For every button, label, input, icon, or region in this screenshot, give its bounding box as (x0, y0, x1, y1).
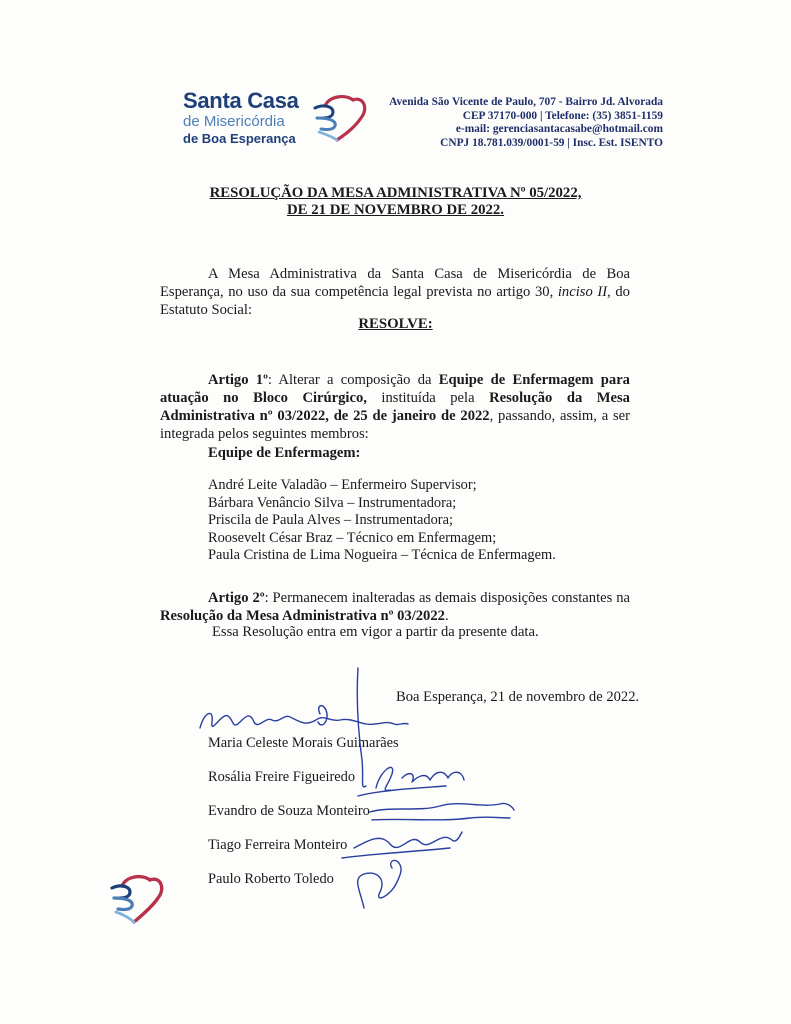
signatory-name: Tiago Ferreira Monteiro (208, 837, 348, 853)
signatories-list (208, 734, 399, 904)
article-2 (160, 589, 630, 625)
intro-paragraph (160, 265, 630, 319)
list-item: Roosevelt César Braz – Técnico em Enfermagem; (208, 529, 497, 546)
signatory-name: Evandro de Souza Monteiro (208, 803, 370, 819)
logo-line-2: de Misericórdia (183, 113, 285, 130)
signatory-name: Maria Celeste Morais Guimarães (208, 735, 399, 751)
article-1 (160, 371, 630, 443)
heart-logo-footer-icon (108, 872, 166, 926)
phone: CEP 37170-000 | Telefone: (35) 3851-1159 (462, 109, 663, 122)
list-item: Bárbara Venâncio Silva – Instrumentadora; (208, 494, 457, 511)
article-2-label: Artigo 2º (208, 589, 265, 606)
article-1-text-3: , passando, assim, a ser integrada pelos seguintes membros: (160, 407, 630, 442)
logo-line-3: de Boa Esperança (183, 131, 296, 146)
document-title (0, 185, 791, 219)
list-item: André Leite Valadão – Enfermeiro Supervisor; (208, 477, 477, 493)
signature-1 (200, 713, 408, 728)
article-1-bold-2: Resolução da Mesa Administrativa nº 03/2022, de 25 de janeiro de 2022 (160, 389, 630, 424)
address: Avenida São Vicente de Paulo, 707 - Bairro Jd. Alvorada (389, 96, 663, 108)
team-heading: Equipe de Enfermagem: (208, 445, 361, 461)
intro-text-2: do Estatuto Social: (160, 283, 630, 318)
logo (183, 90, 383, 150)
registry: CNPJ 18.781.039/0001-59 | Insc. Est. ISENTO (440, 136, 663, 149)
article-2-text-2: . (444, 607, 449, 624)
list-item: Paula Cristina de Lima Nogueira – Técnica de Enfermagem. (208, 547, 556, 564)
email: e-mail: gerenciasantacasabe@hotmail.com (455, 123, 663, 136)
intro-text-1: A Mesa Administrativa da Santa Casa de Misericórdia de Boa Esperança, no uso da sua competência legal prevista no artigo 30, (160, 265, 630, 300)
heart-logo-icon (311, 92, 369, 144)
article-2-bold-1: Resolução da Mesa Administrativa nº 03/2022 (160, 607, 445, 624)
article-1-bold-1: Equipe de Enfermagem para atuação no Bloco Cirúrgico, (160, 371, 630, 406)
letterhead-contact (389, 96, 663, 150)
intro-italic: inciso II, (557, 283, 611, 300)
place-date: Boa Esperança, 21 de novembro de 2022. (396, 689, 640, 705)
title-line-1: RESOLUÇÃO DA MESA ADMINISTRATIVA Nº 05/2022, (209, 185, 582, 201)
signatory-name: Rosália Freire Figueiredo (208, 769, 356, 785)
effective-statement: Essa Resolução entra em vigor a partir da presente data. (212, 624, 539, 640)
title-line-2: DE 21 DE NOVEMBRO DE 2022. (286, 202, 505, 218)
signatory-name: Paulo Roberto Toledo (208, 871, 334, 887)
list-item: Priscila de Paula Alves – Instrumentadora; (208, 512, 453, 529)
article-1-label: Artigo 1º (208, 371, 268, 388)
members-list (208, 477, 556, 565)
resolve-heading: RESOLVE: (358, 316, 433, 332)
article-2-text-1: : Permanecem inalteradas as demais disposições constantes na (264, 589, 630, 606)
logo-line-1: Santa Casa (183, 88, 299, 113)
article-1-text-1: : Alterar a composição da (267, 371, 439, 388)
signature-1-loop (318, 706, 327, 725)
logo-wordmark (183, 90, 299, 145)
article-1-text-2: instituída pela (366, 389, 490, 406)
